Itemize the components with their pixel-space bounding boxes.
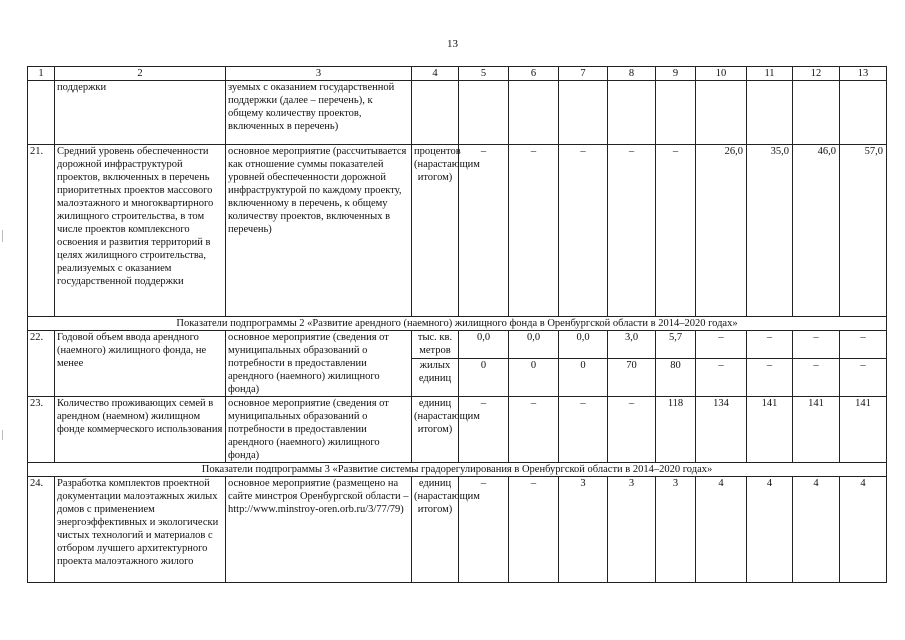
value-cell: 0 <box>459 359 509 397</box>
value-cell: 57,0 <box>840 145 887 317</box>
value-cell: – <box>793 331 840 359</box>
value-cell: 0,0 <box>459 331 509 359</box>
value-cell: – <box>509 145 559 317</box>
indicator-description: основное мероприятие (размещено на сайте минстроя Оренбургской области – http://www.minstroy-oren.orb.ru/3/77/79) <box>226 477 412 583</box>
unit: единиц (нарастающим итогом) <box>412 477 459 583</box>
value-cell: – <box>608 145 656 317</box>
value-cell: 35,0 <box>747 145 793 317</box>
section-row <box>28 317 887 331</box>
indicator-name: поддержки <box>55 81 226 145</box>
scan-mark <box>2 430 3 440</box>
section-row <box>28 463 887 477</box>
indicator-name: Разработка комплектов проектной документации малоэтажных жилых домов с применением энергоэффективных и экологически чистых технологий и материалов с отбором лучшего архитектурного проекта малоэтажного жилого <box>55 477 226 583</box>
value-cell: – <box>696 331 747 359</box>
value-cell: 26,0 <box>696 145 747 317</box>
value-cell: 141 <box>793 397 840 463</box>
value-cell: 4 <box>793 477 840 583</box>
table-row <box>28 81 887 145</box>
page-number: 13 <box>447 38 458 50</box>
value-cell: 46,0 <box>793 145 840 317</box>
section-title: Показатели подпрограммы 3 «Развитие системы градорегулирования в Оренбургской области в 2014–2020 годах» <box>28 463 887 477</box>
value-cell: 3 <box>608 477 656 583</box>
column-header: 11 <box>747 67 793 81</box>
row-number: 22. <box>28 331 55 397</box>
column-header: 5 <box>459 67 509 81</box>
column-header: 2 <box>55 67 226 81</box>
value-cell: 4 <box>840 477 887 583</box>
column-header: 8 <box>608 67 656 81</box>
indicator-description: зуемых с оказанием государственной поддержки (далее – перечень), к общему количеству проектов, включенных в перечень) <box>226 81 412 145</box>
value-cell: 3,0 <box>608 331 656 359</box>
value-cell: 70 <box>608 359 656 397</box>
indicator-description: основное мероприятие (рассчитывается как отношение суммы показателей уровней обеспеченности дорожной инфраструктурой по каждому проекту, включенному в перечень, к общему количеству проектов, включенных в перечень) <box>226 145 412 317</box>
scan-mark <box>2 230 3 242</box>
row-number: 24. <box>28 477 55 583</box>
value-cell: 4 <box>747 477 793 583</box>
value-cell: 141 <box>840 397 887 463</box>
unit: тыс. кв. метров <box>412 331 459 359</box>
value-cell: 118 <box>656 397 696 463</box>
indicator-name: Средний уровень обеспеченности дорожной инфраструктурой проектов, включенных в перечень приоритетных проектов массового малоэтажного и многоквартирного жилищного строительства, в том числе проектов комплексного освоения и развития территорий в целях жилищного строительства, реализуемых с оказанием государственной поддержки <box>55 145 226 317</box>
indicator-name: Количество проживающих семей в арендном (наемном) жилищном фонде коммерческого использования <box>55 397 226 463</box>
column-header: 7 <box>559 67 608 81</box>
column-header: 12 <box>793 67 840 81</box>
value-cell: – <box>509 397 559 463</box>
indicators-table <box>27 66 887 583</box>
value-cell: 141 <box>747 397 793 463</box>
table-row <box>28 145 887 317</box>
row-number: 21. <box>28 145 55 317</box>
column-header: 3 <box>226 67 412 81</box>
value-cell: 80 <box>656 359 696 397</box>
unit: процентов (нарастающим итогом) <box>412 145 459 317</box>
value-cell: 3 <box>656 477 696 583</box>
table-row <box>28 477 887 583</box>
value-cell: – <box>656 145 696 317</box>
value-cell: – <box>793 359 840 397</box>
value-cell: 3 <box>559 477 608 583</box>
value-cell: – <box>559 397 608 463</box>
column-header: 13 <box>840 67 887 81</box>
row-number: 23. <box>28 397 55 463</box>
unit: единиц (нарастающим итогом) <box>412 397 459 463</box>
value-cell: – <box>608 397 656 463</box>
column-header: 4 <box>412 67 459 81</box>
value-cell: – <box>696 359 747 397</box>
value-cell: – <box>747 359 793 397</box>
indicator-description: основное мероприятие (сведения от муниципальных образований о потребности в предоставлении арендного (наемного) жилищного фонда) <box>226 397 412 463</box>
value-cell: – <box>459 145 509 317</box>
value-cell: – <box>840 331 887 359</box>
value-cell: 0,0 <box>509 331 559 359</box>
column-header: 1 <box>28 67 55 81</box>
value-cell: – <box>509 477 559 583</box>
value-cell: – <box>840 359 887 397</box>
table-row <box>28 397 887 463</box>
column-header: 10 <box>696 67 747 81</box>
value-cell: 134 <box>696 397 747 463</box>
indicator-name: Годовой объем ввода арендного (наемного) жилищного фонда, не менее <box>55 331 226 397</box>
value-cell: – <box>747 331 793 359</box>
value-cell: – <box>459 477 509 583</box>
value-cell: 0 <box>509 359 559 397</box>
column-header: 6 <box>509 67 559 81</box>
indicator-description: основное мероприятие (сведения от муниципальных образований о потребности в предоставлении арендного (наемного) жилищного фонда) <box>226 331 412 397</box>
value-cell: 0,0 <box>559 331 608 359</box>
value-cell: – <box>459 397 509 463</box>
value-cell: 0 <box>559 359 608 397</box>
value-cell: 5,7 <box>656 331 696 359</box>
section-title: Показатели подпрограммы 2 «Развитие арендного (наемного) жилищного фонда в Оренбургской области в 2014–2020 годах» <box>28 317 887 331</box>
column-number-row <box>28 67 887 81</box>
value-cell: 4 <box>696 477 747 583</box>
table-row <box>28 331 887 359</box>
value-cell: – <box>559 145 608 317</box>
unit: жилых единиц <box>412 359 459 397</box>
column-header: 9 <box>656 67 696 81</box>
